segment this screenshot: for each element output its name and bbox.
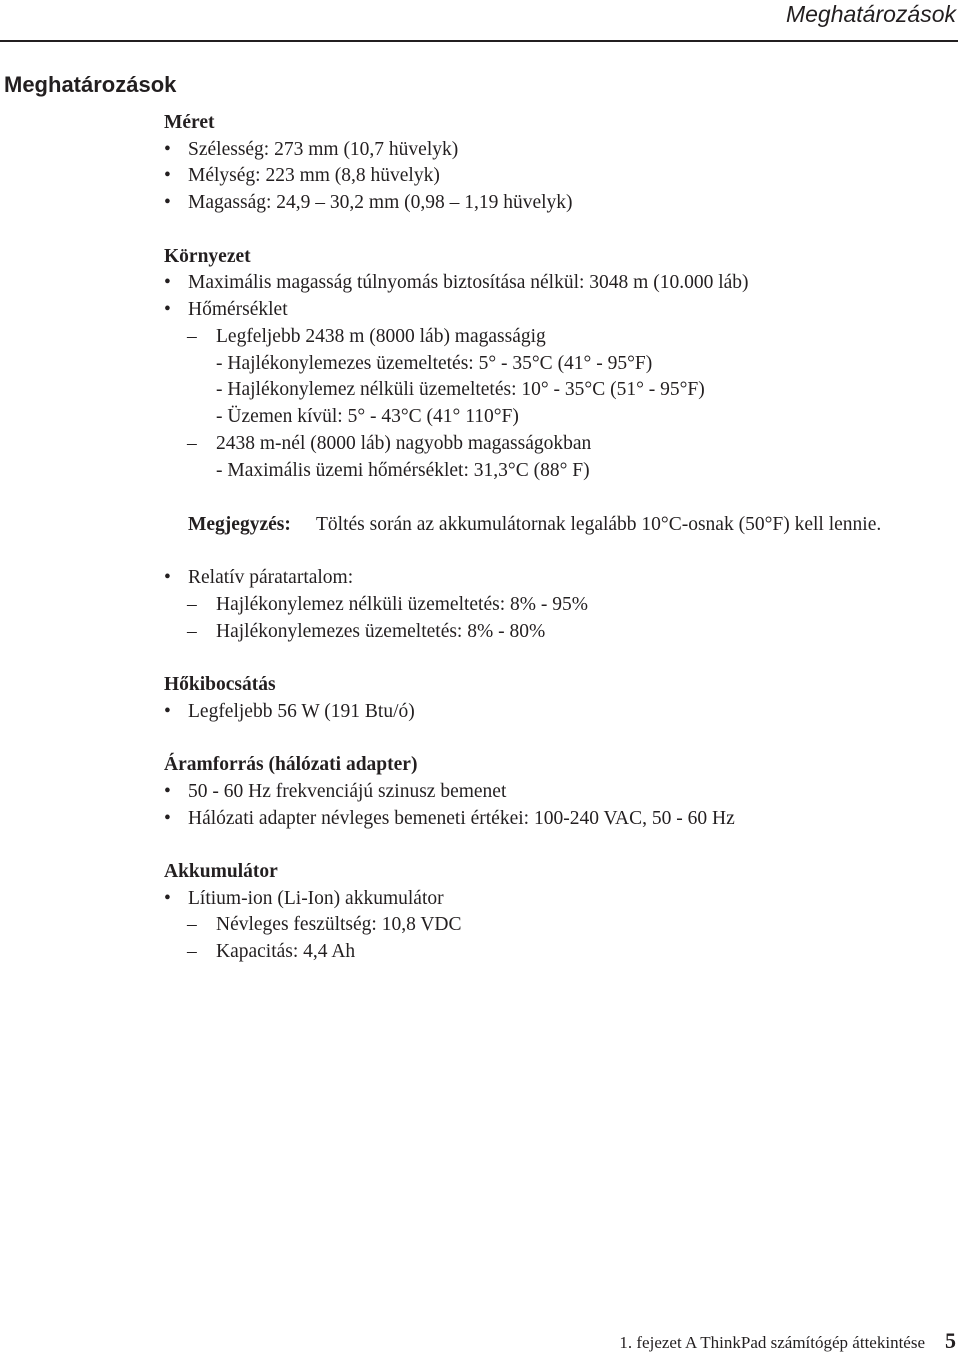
dash-glyph: – [187, 433, 197, 454]
list-item-text: Szélesség: 273 mm (10,7 hüvelyk) [188, 139, 459, 160]
dash-glyph: – [187, 941, 197, 962]
page-number: 5 [945, 1328, 956, 1353]
bullet-glyph: • [164, 299, 171, 320]
list-item-text: 50 - 60 Hz frekvenciájú szinusz bemenet [188, 781, 507, 802]
dash-glyph: – [187, 326, 197, 347]
bullet-glyph: • [164, 781, 171, 802]
list-item-text: Magasság: 24,9 – 30,2 mm (0,98 – 1,19 hüvelyk) [188, 192, 573, 213]
list-item-text: Hálózati adapter névleges bemeneti értékei: 100-240 VAC, 50 - 60 Hz [188, 808, 735, 829]
section-title-aramforras: Áramforrás (hálózati adapter) [164, 754, 418, 775]
dash-glyph: – [187, 594, 197, 615]
dash-item-text: Hajlékonylemez nélküli üzemeltetés: 8% - 95% [216, 594, 588, 615]
section-title-meret: Méret [164, 112, 215, 133]
bullet-glyph: • [164, 701, 171, 722]
note-text: Töltés során az akkumulátornak legalább 10°C-osnak (50°F) kell lennie. [316, 514, 882, 535]
list-item-text: Relatív páratartalom: [188, 567, 354, 588]
list-item-text: Lítium-ion (Li-Ion) akkumulátor [188, 888, 444, 909]
dash-glyph: – [187, 621, 197, 642]
bullet-glyph: • [164, 567, 171, 588]
page-title: Meghatározások [4, 72, 177, 97]
bullet-glyph: • [164, 272, 171, 293]
list-item-text: Mélység: 223 mm (8,8 hüvelyk) [188, 165, 440, 186]
dash-item-text: Hajlékonylemezes üzemeltetés: 8% - 80% [216, 621, 546, 642]
note-label: Megjegyzés: [188, 514, 291, 535]
bullet-glyph: • [164, 139, 171, 160]
dash-item-text: Névleges feszültség: 10,8 VDC [216, 914, 462, 935]
sub-item-text: - Hajlékonylemez nélküli üzemeltetés: 10° - 35°C (51° - 95°F) [216, 379, 705, 400]
page-footer [619, 1328, 956, 1356]
list-item-text: Legfeljebb 56 W (191 Btu/ó) [188, 701, 415, 722]
list-item-text: Maximális magasság túlnyomás biztosítása nélkül: 3048 m (10.000 láb) [188, 272, 749, 293]
bullet-glyph: • [164, 888, 171, 909]
dash-glyph: – [187, 914, 197, 935]
dash-item-text: Kapacitás: 4,4 Ah [216, 941, 356, 962]
bullet-glyph: • [164, 165, 171, 186]
sub-item-text: - Maximális üzemi hőmérséklet: 31,3°C (88° F) [216, 460, 590, 481]
section-title-kornyezet: Környezet [164, 246, 251, 267]
bullet-glyph: • [164, 192, 171, 213]
footer-chapter: 1. fejezet A ThinkPad számítógép áttekintése [619, 1333, 925, 1352]
bullet-glyph: • [164, 808, 171, 829]
dash-item-text: 2438 m-nél (8000 láb) nagyobb magasságokban [216, 433, 592, 454]
running-header: Meghatározások [785, 1, 956, 27]
section-title-hokibocsatas: Hőkibocsátás [164, 674, 276, 695]
list-item-text: Hőmérséklet [188, 299, 288, 320]
header-rule [0, 40, 958, 42]
dash-item-text: Legfeljebb 2438 m (8000 láb) magasságig [216, 326, 546, 347]
sub-item-text: - Üzemen kívül: 5° - 43°C (41° 110°F) [216, 406, 519, 427]
sub-item-text: - Hajlékonylemezes üzemeltetés: 5° - 35°C (41° - 95°F) [216, 353, 653, 374]
section-title-akkumulator: Akkumulátor [164, 861, 278, 882]
